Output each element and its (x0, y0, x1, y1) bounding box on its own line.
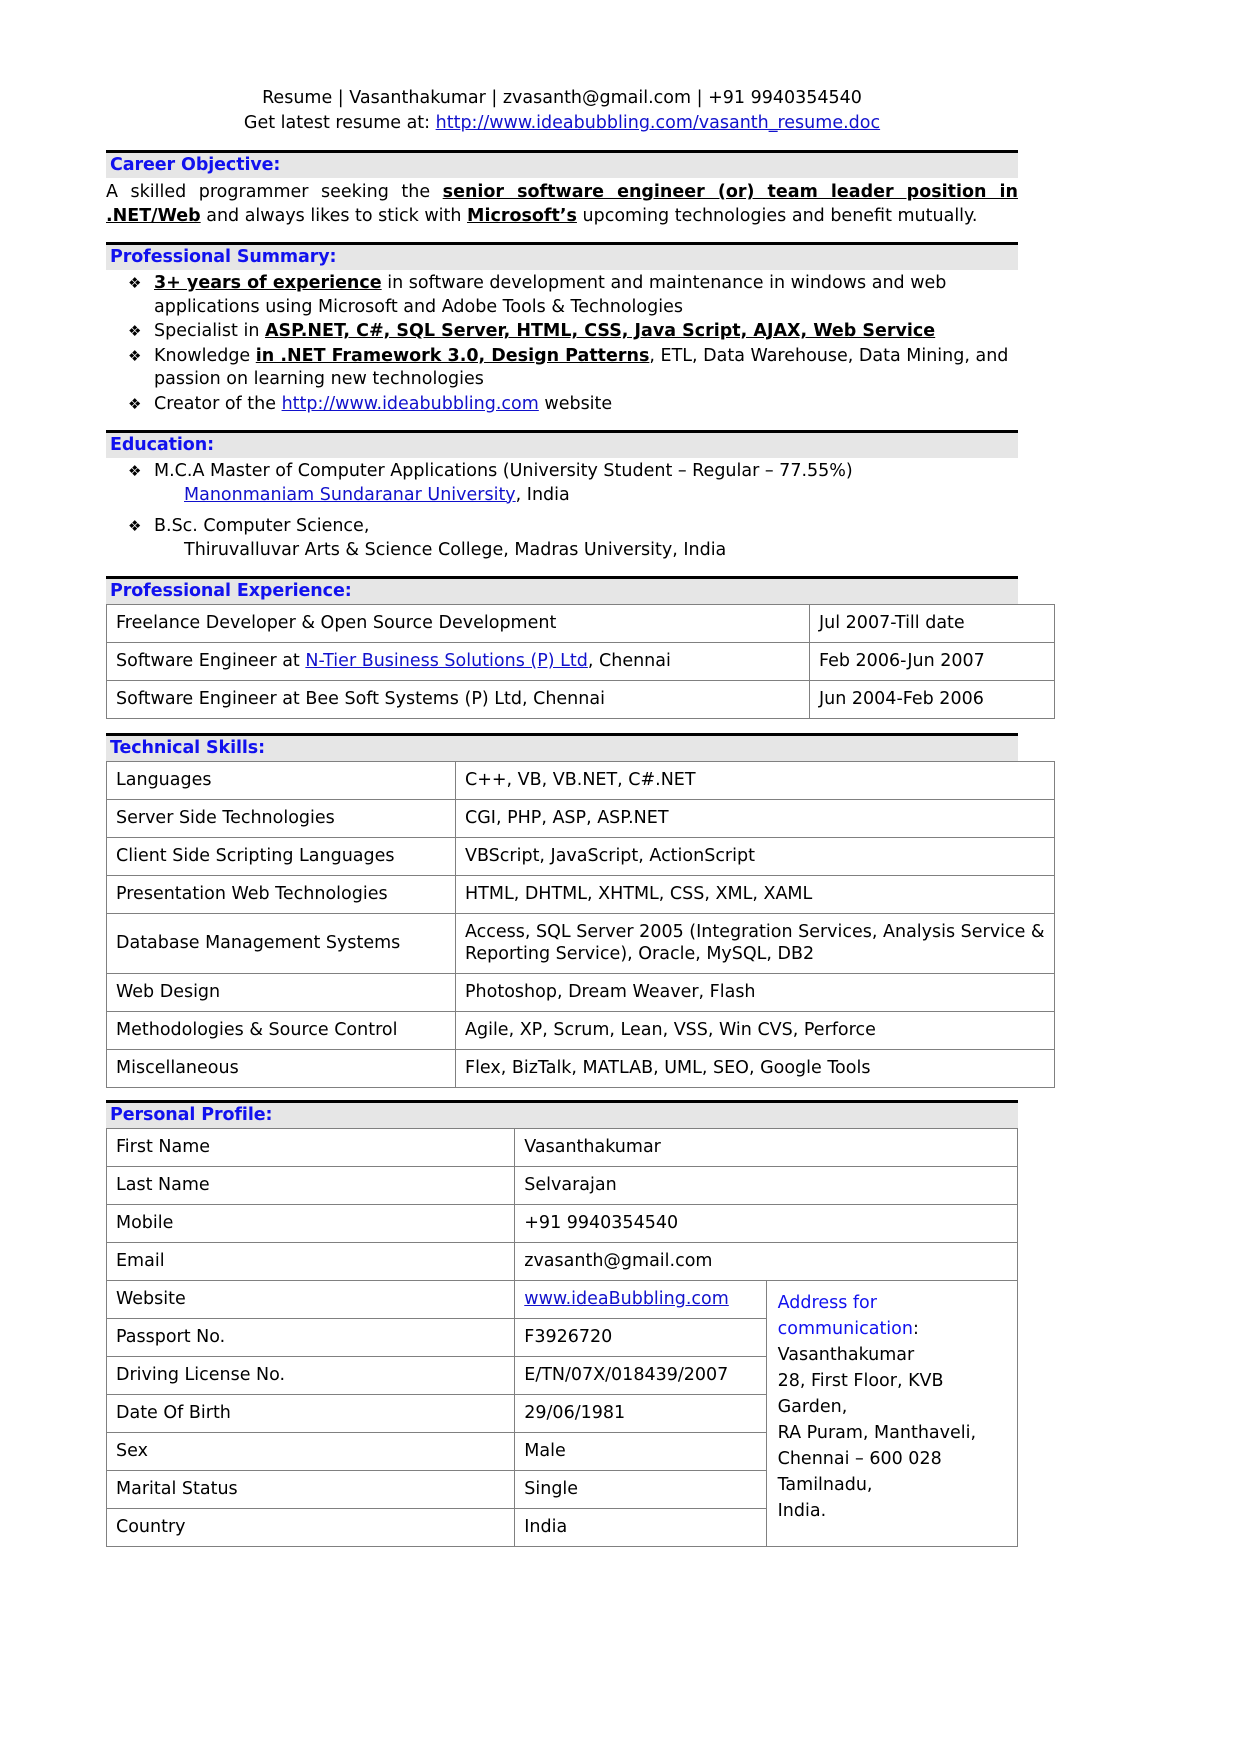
summary-lead-specialist: Specialist in (154, 321, 265, 341)
address-line: Chennai – 600 028 (777, 1449, 942, 1469)
experience-role: Freelance Developer & Open Source Development (107, 605, 810, 643)
skill-category: Server Side Technologies (107, 800, 456, 838)
education-mca-sub (154, 484, 1018, 508)
list-item (106, 393, 1018, 417)
latest-resume-link[interactable]: http://www.ideabubbling.com/vasanth_resume.doc (435, 113, 881, 133)
summary-text-knowledge: , ETL, Data Warehouse, Data Mining, and passion on learning new technologies (154, 345, 1009, 389)
experience-date: Feb 2006-Jun 2007 (810, 643, 1055, 681)
skill-value: Agile, XP, Scrum, Lean, VSS, Win CVS, Perforce (456, 1012, 1055, 1050)
profile-field-label: Driving License No. (107, 1357, 515, 1395)
profile-field-label: Passport No. (107, 1319, 515, 1357)
skill-category: Methodologies & Source Control (107, 1012, 456, 1050)
summary-text-experience: in software development and maintenance in windows and web applications using Microsoft and Adobe Tools & Technologies (154, 273, 947, 317)
ntier-company-link[interactable]: N-Tier Business Solutions (P) Ltd (305, 651, 588, 671)
profile-field-label: Website (107, 1281, 515, 1319)
header-contact-line: Resume | Vasanthakumar | zvasanth@gmail.com | +91 9940354540 (262, 88, 862, 108)
skill-category: Web Design (107, 974, 456, 1012)
address-line: RA Puram, Manthaveli, (777, 1423, 977, 1443)
education-mca-sub-rest: , India (515, 484, 570, 505)
ideabubbling-website-link[interactable]: http://www.ideabubbling.com (281, 393, 539, 414)
profile-field-label: Country (107, 1509, 515, 1547)
section-title-personal-profile: Personal Profile: (110, 1105, 273, 1125)
section-band-professional-experience (106, 576, 1018, 604)
profile-field-label: Marital Status (107, 1471, 515, 1509)
section-band-personal-profile (106, 1100, 1018, 1128)
professional-summary-list (106, 272, 1018, 416)
table-row (107, 974, 1055, 1012)
diamond-bullet-icon: ❖ (128, 274, 142, 292)
profile-field-value: zvasanth@gmail.com (515, 1243, 1018, 1281)
experience-date: Jun 2004-Feb 2006 (810, 681, 1055, 719)
skill-value: C++, VB, VB.NET, C#.NET (456, 762, 1055, 800)
diamond-bullet-icon: ❖ (128, 517, 142, 535)
summary-lead-creator: Creator of the (154, 393, 282, 414)
summary-lead-knowledge: Knowledge (154, 345, 256, 366)
education-bsc-sub: Thiruvalluvar Arts & Science College, Madras University, India (184, 539, 727, 560)
diamond-bullet-icon: ❖ (128, 394, 142, 413)
table-row (107, 1050, 1055, 1088)
table-row (107, 914, 1055, 974)
skill-value: Photoshop, Dream Weaver, Flash (456, 974, 1055, 1012)
personal-website-link[interactable]: www.ideaBubbling.com (524, 1289, 729, 1309)
profile-field-value: F3926720 (515, 1319, 766, 1357)
career-objective-emphasis-position: senior software engineer (or) team leader position in .NET/Web (106, 182, 1018, 226)
skill-category: Miscellaneous (107, 1050, 456, 1088)
career-objective-part2: and always likes to stick with (200, 206, 468, 226)
diamond-bullet-icon: ❖ (128, 322, 142, 340)
diamond-bullet-icon: ❖ (128, 346, 142, 365)
table-row (107, 800, 1055, 838)
table-row (107, 643, 1055, 681)
skill-value: CGI, PHP, ASP, ASP.NET (456, 800, 1055, 838)
skill-category: Client Side Scripting Languages (107, 838, 456, 876)
list-item (106, 272, 1018, 319)
career-objective-part3: upcoming technologies and benefit mutually. (576, 206, 978, 226)
career-objective-part1: A skilled programmer seeking the (106, 182, 443, 202)
experience-role-prefix: Software Engineer at (116, 651, 306, 671)
profile-field-label: Mobile (107, 1205, 515, 1243)
list-item (106, 460, 1018, 507)
document-header (106, 86, 1018, 136)
manonmaniam-university-link[interactable]: Manonmaniam Sundaranar University (184, 484, 516, 505)
address-for-communication (766, 1281, 1017, 1547)
personal-profile-table (106, 1128, 1018, 1547)
table-row (107, 876, 1055, 914)
education-bsc-main: B.Sc. Computer Science, (154, 516, 370, 536)
profile-field-value: Single (515, 1471, 766, 1509)
profile-field-label: Email (107, 1243, 515, 1281)
address-line: Vasanthakumar (777, 1345, 915, 1365)
experience-role-suffix: , Chennai (587, 651, 671, 671)
career-objective-emphasis-microsoft: Microsoft’s (467, 206, 577, 226)
skill-value: VBScript, JavaScript, ActionScript (456, 838, 1055, 876)
list-item (106, 515, 1018, 562)
table-row (107, 1205, 1018, 1243)
section-title-professional-summary: Professional Summary: (110, 247, 337, 267)
skill-category: Languages (107, 762, 456, 800)
table-row (107, 1167, 1018, 1205)
education-mca-main: M.C.A Master of Computer Applications (University Student – Regular – 77.55%) (154, 461, 853, 481)
header-latest-resume-prefix: Get latest resume at: (243, 113, 436, 133)
experience-role: Software Engineer at Bee Soft Systems (P) Ltd, Chennai (107, 681, 810, 719)
address-heading (778, 1293, 913, 1339)
skill-value: Flex, BizTalk, MATLAB, UML, SEO, Google Tools (456, 1050, 1055, 1088)
section-title-professional-experience: Professional Experience: (110, 581, 352, 601)
address-line: India. (777, 1501, 827, 1521)
profile-field-value: Selvarajan (515, 1167, 1018, 1205)
address-heading-colon: : (912, 1319, 919, 1339)
professional-experience-table (106, 604, 1055, 719)
header-latest-resume-line (106, 111, 1018, 136)
summary-text-creator: website (538, 393, 613, 414)
summary-emphasis-knowledge: in .NET Framework 3.0, Design Patterns (255, 345, 650, 366)
profile-field-value (515, 1281, 766, 1319)
section-title-technical-skills: Technical Skills: (110, 738, 265, 758)
address-heading-text: Address for communication (777, 1293, 913, 1339)
table-row (107, 1012, 1055, 1050)
career-objective-text (106, 178, 1018, 228)
table-row (107, 762, 1055, 800)
resume-sheet (106, 86, 1045, 1547)
list-item (106, 345, 1018, 392)
section-band-education (106, 430, 1018, 458)
address-line: Tamilnadu, (777, 1475, 873, 1495)
summary-emphasis-specialist: ASP.NET, C#, SQL Server, HTML, CSS, Java Script, AJAX, Web Service (264, 321, 936, 341)
profile-field-label: Last Name (107, 1167, 515, 1205)
technical-skills-table (106, 761, 1055, 1088)
section-band-technical-skills (106, 733, 1018, 761)
experience-date: Jul 2007-Till date (810, 605, 1055, 643)
skill-category: Database Management Systems (107, 914, 456, 974)
address-line: 28, First Floor, KVB Garden, (777, 1371, 944, 1417)
table-row (107, 1243, 1018, 1281)
table-row (107, 605, 1055, 643)
profile-field-value: +91 9940354540 (515, 1205, 1018, 1243)
profile-field-value: 29/06/1981 (515, 1395, 766, 1433)
profile-field-value: Vasanthakumar (515, 1129, 1018, 1167)
profile-field-value: India (515, 1509, 766, 1547)
table-row (107, 838, 1055, 876)
summary-emphasis-experience: 3+ years of experience (154, 273, 382, 293)
section-title-career-objective: Career Objective: (110, 155, 281, 175)
list-item (106, 320, 1018, 344)
profile-field-value: E/TN/07X/018439/2007 (515, 1357, 766, 1395)
skill-value: HTML, DHTML, XHTML, CSS, XML, XAML (456, 876, 1055, 914)
profile-field-label: Sex (107, 1433, 515, 1471)
section-band-career-objective (106, 150, 1018, 178)
table-row (107, 681, 1055, 719)
profile-field-label: Date Of Birth (107, 1395, 515, 1433)
experience-role (107, 643, 810, 681)
skill-value: Access, SQL Server 2005 (Integration Services, Analysis Service & Reporting Service), Oracle, MySQL, DB2 (456, 914, 1055, 974)
table-row (107, 1129, 1018, 1167)
profile-field-label: First Name (107, 1129, 515, 1167)
profile-field-value: Male (515, 1433, 766, 1471)
section-title-education: Education: (110, 435, 214, 455)
section-band-professional-summary (106, 242, 1018, 270)
skill-category: Presentation Web Technologies (107, 876, 456, 914)
education-list (106, 460, 1018, 562)
diamond-bullet-icon: ❖ (128, 462, 142, 480)
table-row (107, 1281, 1018, 1319)
